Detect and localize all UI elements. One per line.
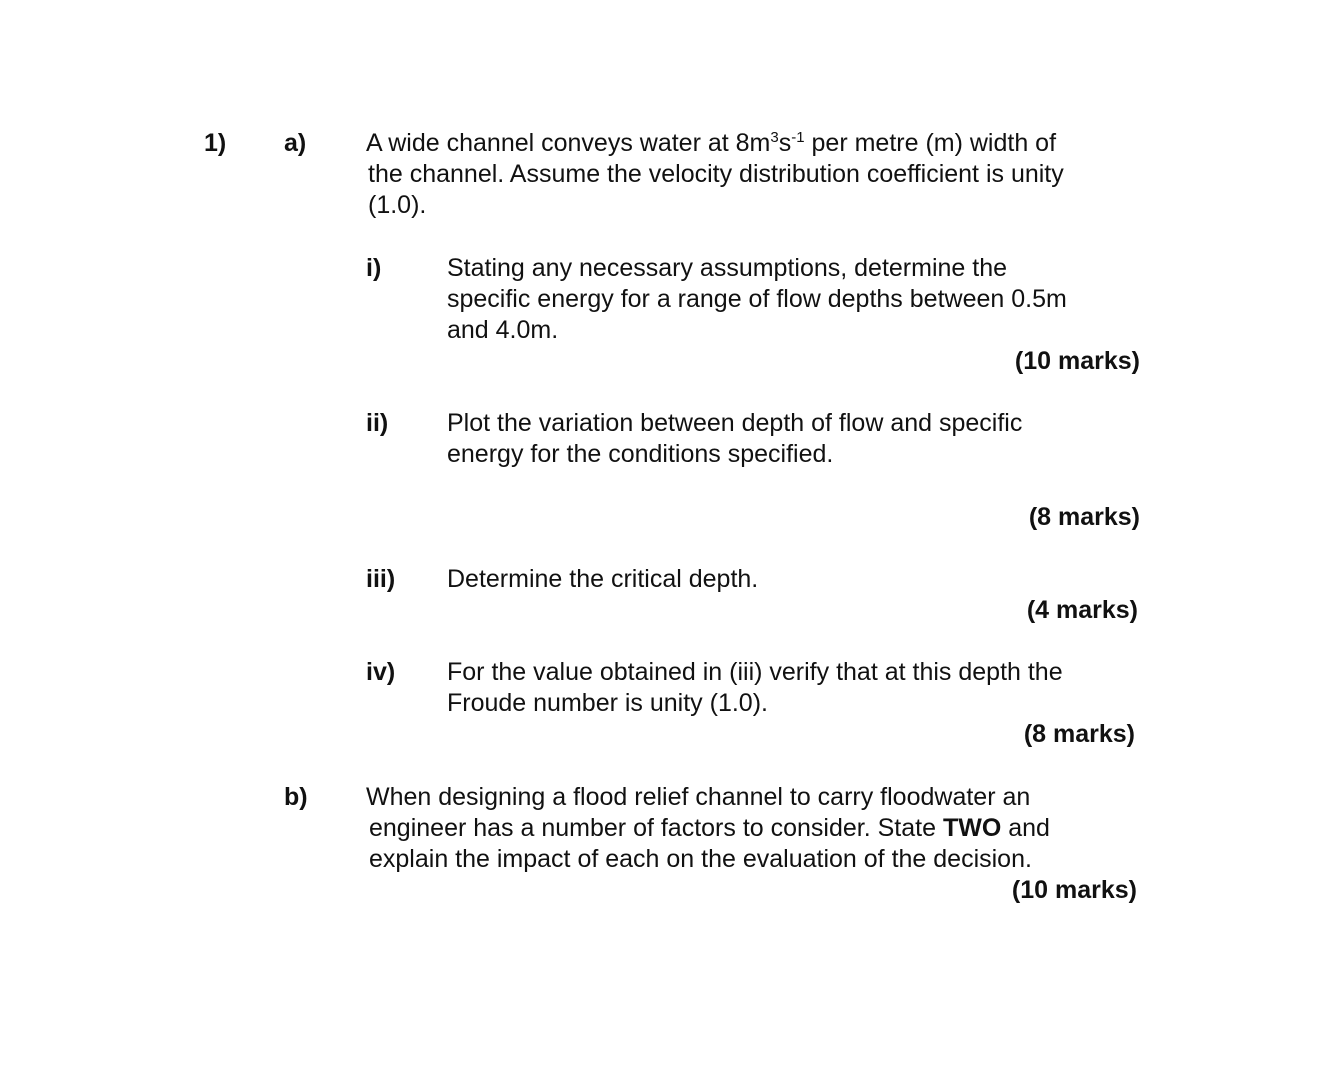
part-a-intro-line-2: the channel. Assume the velocity distribution coefficient is unity (368, 160, 1064, 188)
subpart-iv-line-1: For the value obtained in (iii) verify that at this depth the (447, 658, 1063, 686)
part-a-intro-line-1: A wide channel conveys water at $8m^3s^{-1}$ per metre (m) width of (366, 129, 1057, 157)
part-a-intro (366, 128, 1064, 221)
subpart-iii-marks: (4 marks) (1026, 596, 1138, 624)
subpart-iv-marks: (8 marks) (1023, 720, 1135, 748)
subpart-ii-line-1: Plot the variation between depth of flow and specific (447, 409, 1023, 437)
subpart-iii-line-1: Determine the critical depth. (447, 565, 759, 593)
part-b-marks: (10 marks) (1011, 876, 1137, 904)
subpart-iv-line-2: Froude number is unity (1.0). (447, 689, 768, 717)
subpart-i-label: i) (366, 254, 382, 282)
subpart-iii-label: iii) (366, 565, 396, 593)
part-b-text (366, 782, 1050, 875)
part-b-line-3: explain the impact of each on the evaluation of the decision. (369, 845, 1032, 873)
subpart-i-marks: (10 marks) (1014, 347, 1140, 375)
question-number: 1) (204, 129, 227, 157)
part-a-intro-line-3: (1.0). (368, 191, 427, 219)
subpart-ii-line-2: energy for the conditions specified. (447, 440, 834, 468)
subpart-ii-marks: (8 marks) (1028, 503, 1140, 531)
subpart-iv-label: iv) (366, 658, 396, 686)
subpart-ii-label: ii) (366, 409, 389, 437)
subpart-i-line-1: Stating any necessary assumptions, determine the (447, 254, 1008, 282)
subpart-iii-text (447, 564, 758, 595)
subpart-ii-text (447, 408, 1022, 470)
part-b-line-2: engineer has a number of factors to consider. State TWO and (369, 814, 1050, 842)
part-b-line-1: When designing a flood relief channel to carry floodwater an (366, 783, 1031, 811)
subpart-iv-text (447, 657, 1063, 719)
part-b-label: b) (284, 783, 308, 811)
subpart-i-line-3: and 4.0m. (447, 316, 559, 344)
part-a-label: a) (284, 129, 307, 157)
subpart-i-text (447, 253, 1067, 346)
subpart-i-line-2: specific energy for a range of flow depths between 0.5m (447, 285, 1067, 313)
